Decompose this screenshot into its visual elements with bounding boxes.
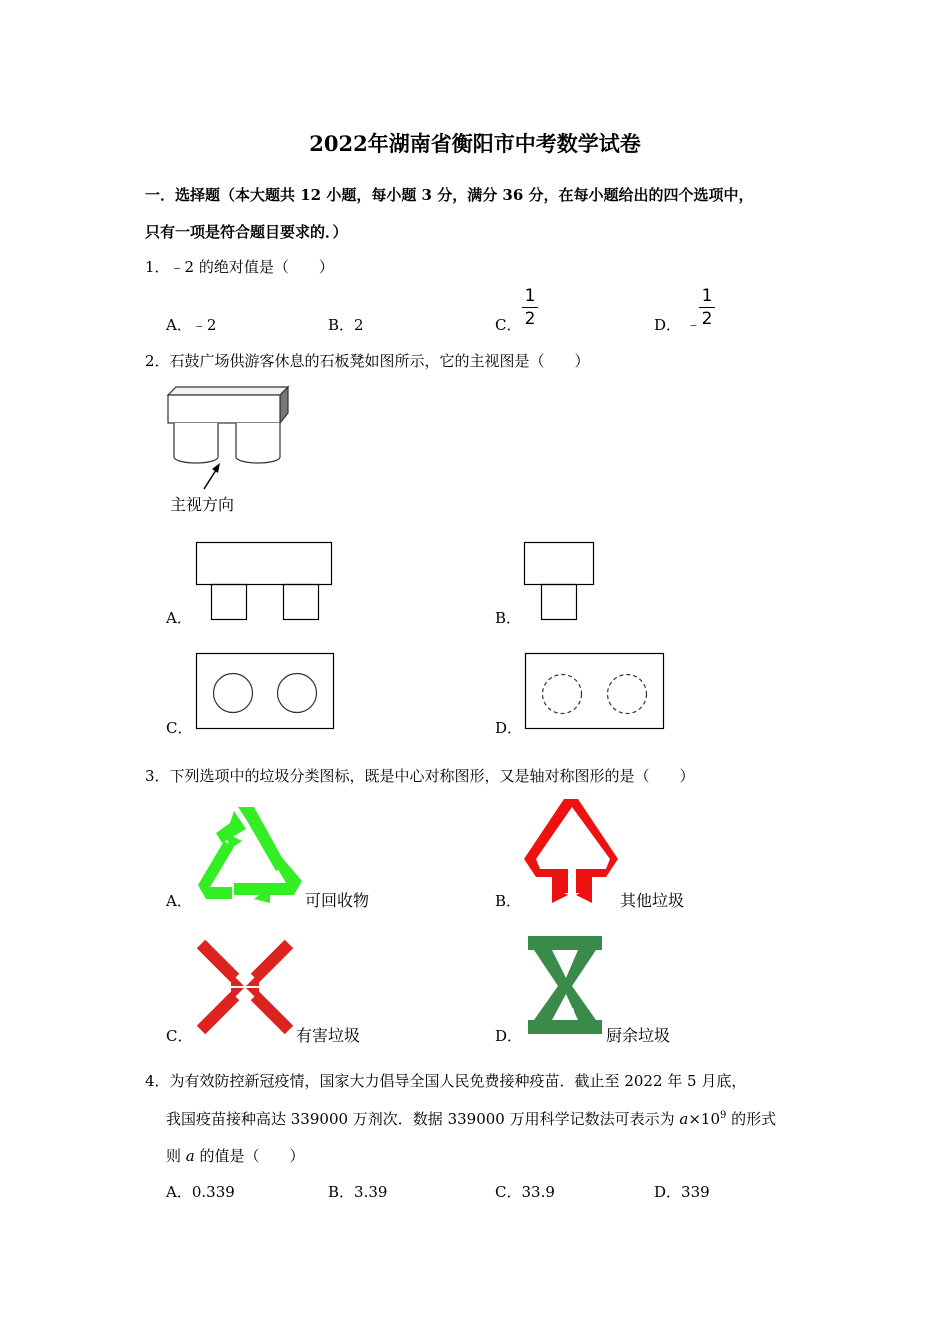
q3-option-a: A． xyxy=(166,892,192,910)
fraction-denominator: 2 xyxy=(524,309,536,329)
harmful-waste-icon xyxy=(195,938,295,1036)
q1-option-c-fraction xyxy=(522,286,538,329)
q1-option-c-label: C． xyxy=(495,316,522,334)
q1-option-b: B．2 xyxy=(328,316,364,334)
q3-option-d-label: 厨余垃圾 xyxy=(606,1026,671,1045)
q4-times: ×10 xyxy=(688,1110,720,1128)
section-heading-line1: 一．选择题（本大题共 12 小题，每小题 3 分，满分 36 分，在每小题给出的四个选项中， xyxy=(145,186,754,204)
q2-option-d: D． xyxy=(495,719,523,737)
section-heading-line2: 只有一项是符合题目要求的．） xyxy=(145,223,348,241)
q1-option-a: A．﹣2 xyxy=(166,316,217,334)
q3-stem: 3．下列选项中的垃圾分类图标，既是中心对称图形，又是轴对称图形的是（ ） xyxy=(145,767,695,785)
q2-stem: 2．石鼓广场供游客休息的石板凳如图所示，它的主视图是（ ） xyxy=(145,352,590,370)
other-waste-icon xyxy=(522,797,622,905)
q4-line3-pre: 则 xyxy=(166,1147,186,1165)
fraction-bar xyxy=(699,307,715,308)
q4-option-b: B．3.39 xyxy=(328,1183,388,1201)
q2-option-b-figure xyxy=(524,542,598,624)
q3-option-d: D． xyxy=(495,1027,523,1045)
q2-option-d-figure xyxy=(525,653,667,733)
q4-line1: 4．为有效防控新冠疫情，国家大力倡导全国人民免费接种疫苗．截止至 2022 年 5 月底， xyxy=(145,1072,747,1090)
q1-option-d-fraction xyxy=(699,286,715,329)
q1-option-d-sign: ﹣ xyxy=(686,315,702,333)
fraction-numerator: 1 xyxy=(524,286,536,306)
q4-var-a: a xyxy=(679,1110,689,1128)
view-direction-caption: 主视方向 xyxy=(170,495,235,514)
q4-line2-pre: 我国疫苗接种高达 339000 万剂次．数据 339000 万用科学记数法可表示为 xyxy=(166,1110,680,1128)
q3-option-c-label: 有害垃圾 xyxy=(296,1026,361,1045)
q4-option-c: C．33.9 xyxy=(495,1183,555,1201)
q3-option-c: C． xyxy=(166,1027,193,1045)
fraction-numerator: 1 xyxy=(701,286,713,306)
q4-option-d: D．339 xyxy=(654,1183,710,1201)
kitchen-waste-icon xyxy=(526,934,606,1036)
q4-line2-post: 的形式 xyxy=(726,1110,777,1128)
q4-option-a: A．0.339 xyxy=(166,1183,235,1201)
q2-option-c-figure xyxy=(196,653,336,733)
fraction-bar xyxy=(522,307,538,308)
q3-option-b: B． xyxy=(495,892,522,910)
q4-line2 xyxy=(166,1108,776,1129)
fraction-denominator: 2 xyxy=(701,309,713,329)
q4-line3 xyxy=(166,1145,305,1166)
page-title: 2022年湖南省衡阳市中考数学试卷 xyxy=(309,131,641,156)
q4-var-a2: a xyxy=(185,1147,195,1165)
q1-option-d-label: D． xyxy=(654,316,682,334)
q2-option-a-figure xyxy=(196,542,336,624)
q2-option-c: C． xyxy=(166,719,193,737)
q4-line3-post: 的值是（ ） xyxy=(194,1147,305,1165)
q2-option-b: B． xyxy=(495,609,522,627)
q4-exp: 9 xyxy=(719,1110,727,1121)
recycle-icon xyxy=(194,803,306,903)
q3-option-a-label: 可回收物 xyxy=(305,891,370,910)
stone-bench-figure xyxy=(160,383,300,493)
q3-option-b-label: 其他垃圾 xyxy=(620,891,685,910)
q2-option-a: A． xyxy=(166,609,192,627)
q1-stem: 1．﹣2 的绝对值是（ ） xyxy=(145,258,334,276)
